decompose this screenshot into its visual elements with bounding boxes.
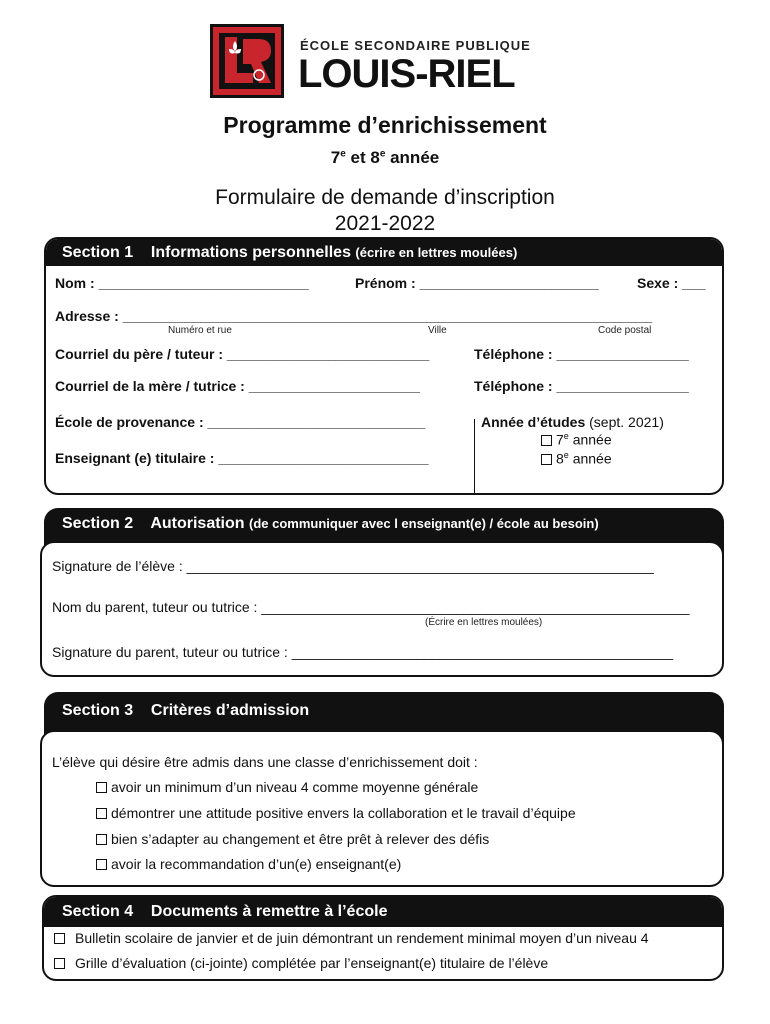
address-hint-city: Ville bbox=[428, 325, 447, 336]
checkbox-icon[interactable] bbox=[96, 834, 107, 845]
section3-title: Critères d’admission bbox=[150, 702, 310, 719]
address-hint-street: Numéro et rue bbox=[168, 325, 232, 336]
criteria-item[interactable]: démontrer une attitude positive envers la collaboration et le travail d’équipe bbox=[96, 805, 576, 821]
checkbox-icon[interactable] bbox=[96, 808, 107, 819]
section2-subtitle: (de communiquer avec l enseignant(e) / école au besoin) bbox=[249, 516, 599, 531]
adresse-field[interactable]: Adresse : ____________________________________________________________________ bbox=[55, 308, 653, 324]
signature-eleve-field[interactable]: Signature de l’élève : ____________________________________________________________ bbox=[52, 558, 654, 574]
telephone-2-field[interactable]: Téléphone : _________________ bbox=[474, 378, 689, 394]
section4-header bbox=[44, 897, 722, 927]
section4-title: Documents à remettre à l’école bbox=[150, 903, 388, 920]
criteria-intro: L’élève qui désire être admis dans une classe d’enrichissement doit : bbox=[52, 754, 478, 770]
document-item[interactable]: Grille d’évaluation (ci-jointe) complétée par l’enseignant(e) titulaire de l’élève bbox=[54, 955, 548, 971]
option-7e-annee[interactable]: 7e année bbox=[541, 431, 612, 448]
option-8e-annee[interactable]: 8e année bbox=[541, 450, 612, 467]
nom-parent-field[interactable]: Nom du parent, tuteur ou tutrice : _______________________________________________________ bbox=[52, 599, 690, 615]
prenom-field[interactable]: Prénom : _______________________ bbox=[355, 275, 599, 291]
enseignant-titulaire-field[interactable]: Enseignant (e) titulaire : ___________________________ bbox=[55, 450, 429, 466]
form-title: Formulaire de demande d’inscription bbox=[215, 186, 555, 209]
criteria-item[interactable]: bien s’adapter au changement et être prêt à relever des défis bbox=[96, 831, 489, 847]
nom-parent-hint: (Écrire en lettres moulées) bbox=[425, 617, 543, 628]
courriel-mere-field[interactable]: Courriel de la mère / tutrice : ______________________ bbox=[55, 378, 421, 394]
section1-title: Informations personnelles bbox=[150, 244, 351, 261]
section1-subtitle: (écrire en lettres moulées) bbox=[355, 245, 518, 260]
checkbox-icon[interactable] bbox=[541, 435, 552, 446]
program-title: Programme d’enrichissement bbox=[223, 112, 547, 138]
signature-parent-field[interactable]: Signature du parent, tuteur ou tutrice : _________________________________________________ bbox=[52, 644, 674, 660]
form-year: 2021-2022 bbox=[334, 212, 436, 235]
section1-label: Section 1 bbox=[62, 244, 134, 261]
courriel-pere-field[interactable]: Courriel du père / tuteur : __________________________ bbox=[55, 346, 430, 362]
criteria-item[interactable]: avoir un minimum d’un niveau 4 comme moyenne générale bbox=[96, 779, 478, 795]
annee-etudes-label: Année d’études (sept. 2021) bbox=[481, 414, 664, 430]
grade-line: 7e et 8e année bbox=[330, 148, 440, 167]
section2-title: Autorisation bbox=[150, 515, 245, 532]
criteria-item[interactable]: avoir la recommandation d’un(e) enseignant(e) bbox=[96, 856, 401, 872]
sexe-field[interactable]: Sexe : ___ bbox=[637, 275, 706, 291]
nom-field[interactable]: Nom : ___________________________ bbox=[55, 275, 309, 291]
telephone-1-field[interactable]: Téléphone : _________________ bbox=[474, 346, 689, 362]
school-supertitle: ÉCOLE SECONDAIRE PUBLIQUE bbox=[300, 38, 531, 53]
school-logo bbox=[210, 24, 284, 98]
section3-label: Section 3 bbox=[62, 702, 134, 719]
checkbox-icon[interactable] bbox=[541, 454, 552, 465]
ecole-provenance-field[interactable]: École de provenance : ____________________________ bbox=[55, 414, 426, 430]
section1-divider bbox=[474, 419, 475, 493]
school-name: LOUIS-RIEL bbox=[298, 52, 515, 96]
document-item[interactable]: Bulletin scolaire de janvier et de juin démontrant un rendement minimal moyen d’un niveau 4 bbox=[54, 930, 649, 946]
section4-label: Section 4 bbox=[62, 903, 134, 920]
logo-emblem-icon bbox=[213, 27, 281, 95]
address-hint-postal: Code postal bbox=[598, 325, 652, 336]
checkbox-icon[interactable] bbox=[54, 933, 65, 944]
checkbox-icon[interactable] bbox=[96, 782, 107, 793]
checkbox-icon[interactable] bbox=[96, 859, 107, 870]
checkbox-icon[interactable] bbox=[54, 958, 65, 969]
section2-label: Section 2 bbox=[62, 515, 134, 532]
section1-header bbox=[46, 239, 722, 266]
